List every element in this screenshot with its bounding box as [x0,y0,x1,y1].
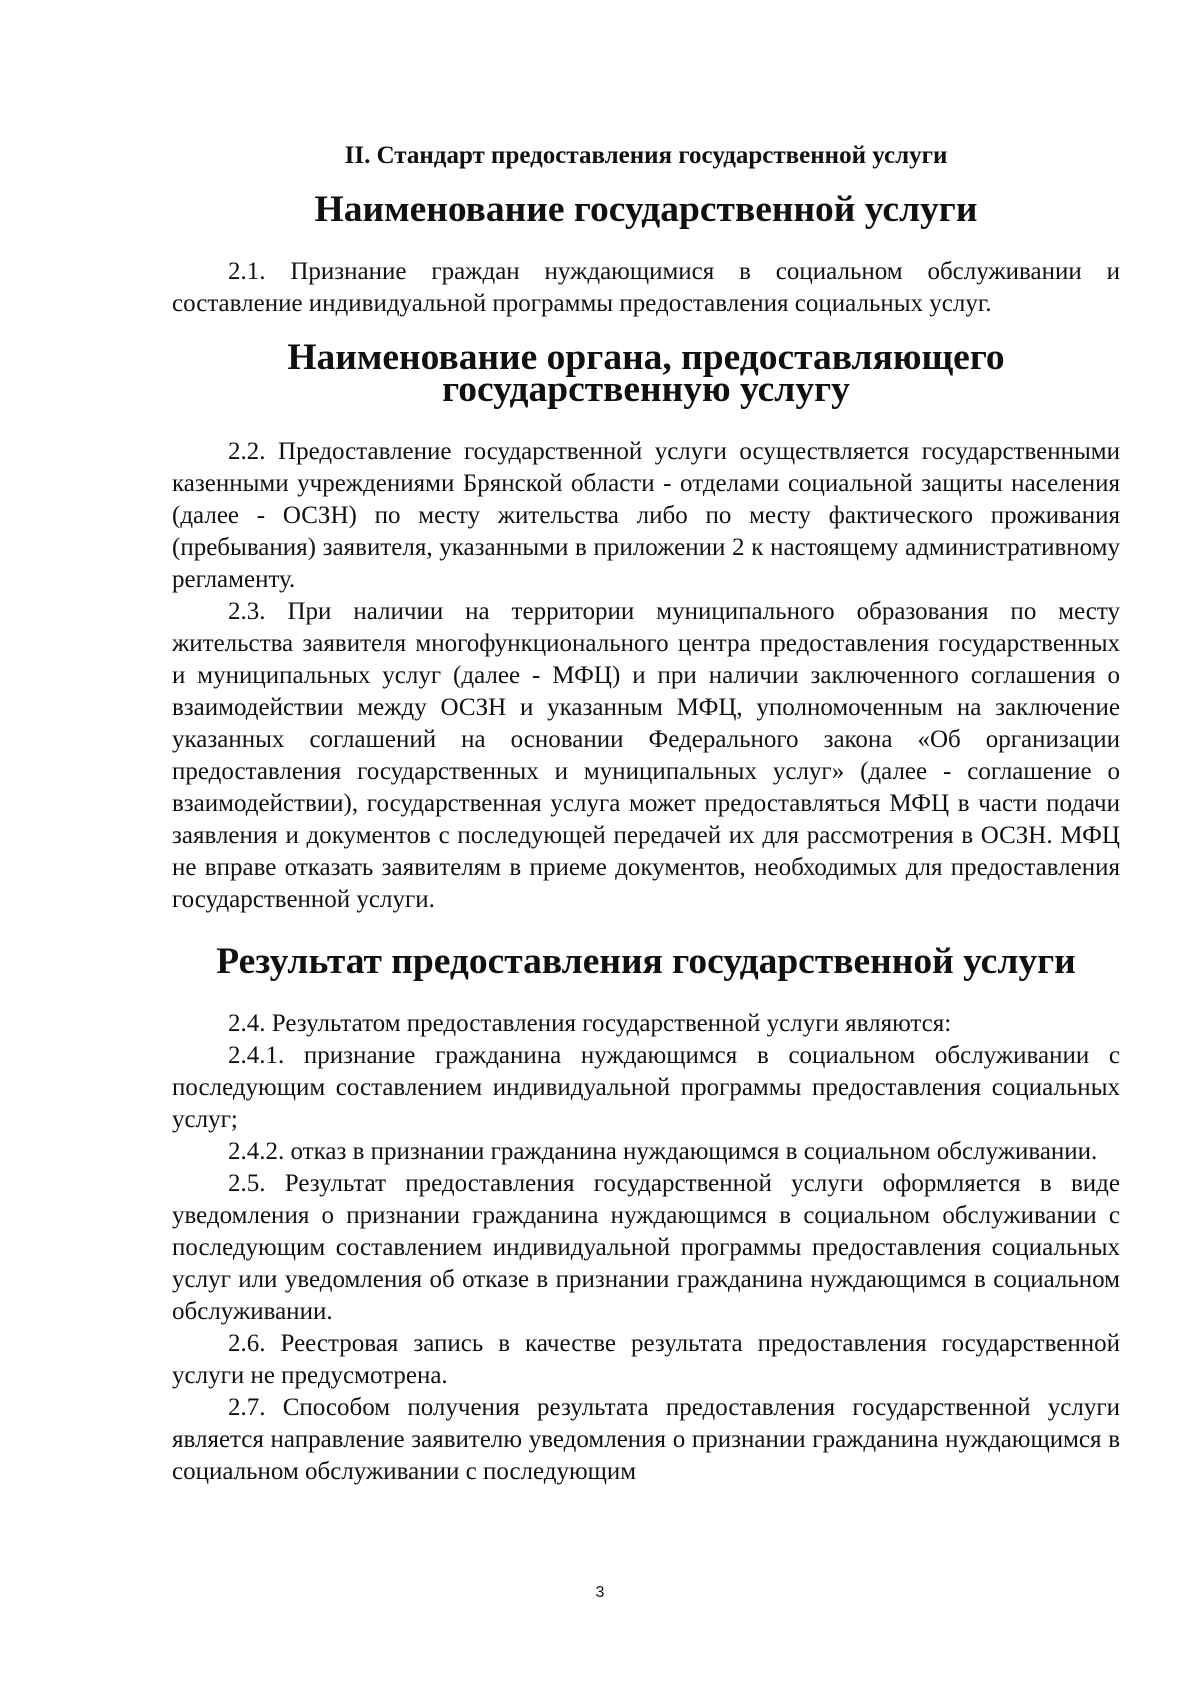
heading-service-name: Наименование государственной услуги [314,189,978,230]
paragraph-2-2: 2.2. Предоставление государственной услуги осуществляется государственными казенными учреждениями Брянской области - отделами социальной защиты населения (далее - ОСЗН) по месту жительства либо по месту фактического проживания (пребывания) заявителя, указанными в приложении 2 к настоящему административному регламенту. [172,438,1120,593]
paragraph-2-4-2: 2.4.2. отказ в признании гражданина нуждающимся в социальном обслуживании. [228,1138,1098,1165]
spacer [172,226,1120,256]
paragraph-2-6: 2.6. Реестровая запись в качестве результата предоставления государственной услуги не предусмотрена. [172,1330,1120,1389]
paragraph-2-1: 2.1. Признание граждан нуждающимися в социальном обслуживании и составление индивидуальной программы предоставления социальных услуг. [172,258,1120,317]
paragraph-2-4-1: 2.4.1. признание гражданина нуждающимся в социальном обслуживании с последующим составлением индивидуальной программы предоставления социальных услуг; [172,1042,1120,1133]
page-number: 3 [595,1584,605,1601]
heading-service-result: Результат предоставления государственной услуги [216,941,1076,982]
section-title: II. Стандарт предоставления государственной услуги [344,142,948,169]
paragraph-2-3: 2.3. При наличии на территории муниципального образования по месту жительства заявителя многофункционального центра предоставления государственных и муниципальных услуг (далее - МФЦ) и при наличии заключенного соглашения о взаимодействии между ОСЗН и указанным МФЦ, уполномоченным на заключение указанных соглашений на основании Федерального закона «Об организации предоставления государственных и муниципальных услуг» (далее - соглашение о взаимодействии), государственная услуга может предоставляться МФЦ в части подачи заявления и документов с последующей передачей их для рассмотрения в ОСЗН. МФЦ не вправе отказать заявителям в приеме документов, необходимых для предоставления государственной услуги. [172,598,1120,913]
spacer [172,406,1120,436]
heading-authority-name: Наименование органа, предоставляющего государственную услугу [287,337,1005,410]
paragraph-2-4: 2.4. Результатом предоставления государственной услуги являются: [228,1010,952,1037]
spacer [172,978,1120,1008]
page-content [172,140,1120,1488]
paragraph-2-7: 2.7. Способом получения результата предоставления государственной услуги является направление заявителю уведомления о признании гражданина нуждающимся в социальном обслуживании с последующим [172,1394,1120,1485]
paragraph-2-5: 2.5. Результат предоставления государственной услуги оформляется в виде уведомления о признании гражданина нуждающимся в социальном обслуживании с последующим составлением индивидуальной программы предоставления социальных услуг или уведомления об отказе в признании гражданина нуждающимся в социальном обслуживании. [172,1170,1120,1325]
